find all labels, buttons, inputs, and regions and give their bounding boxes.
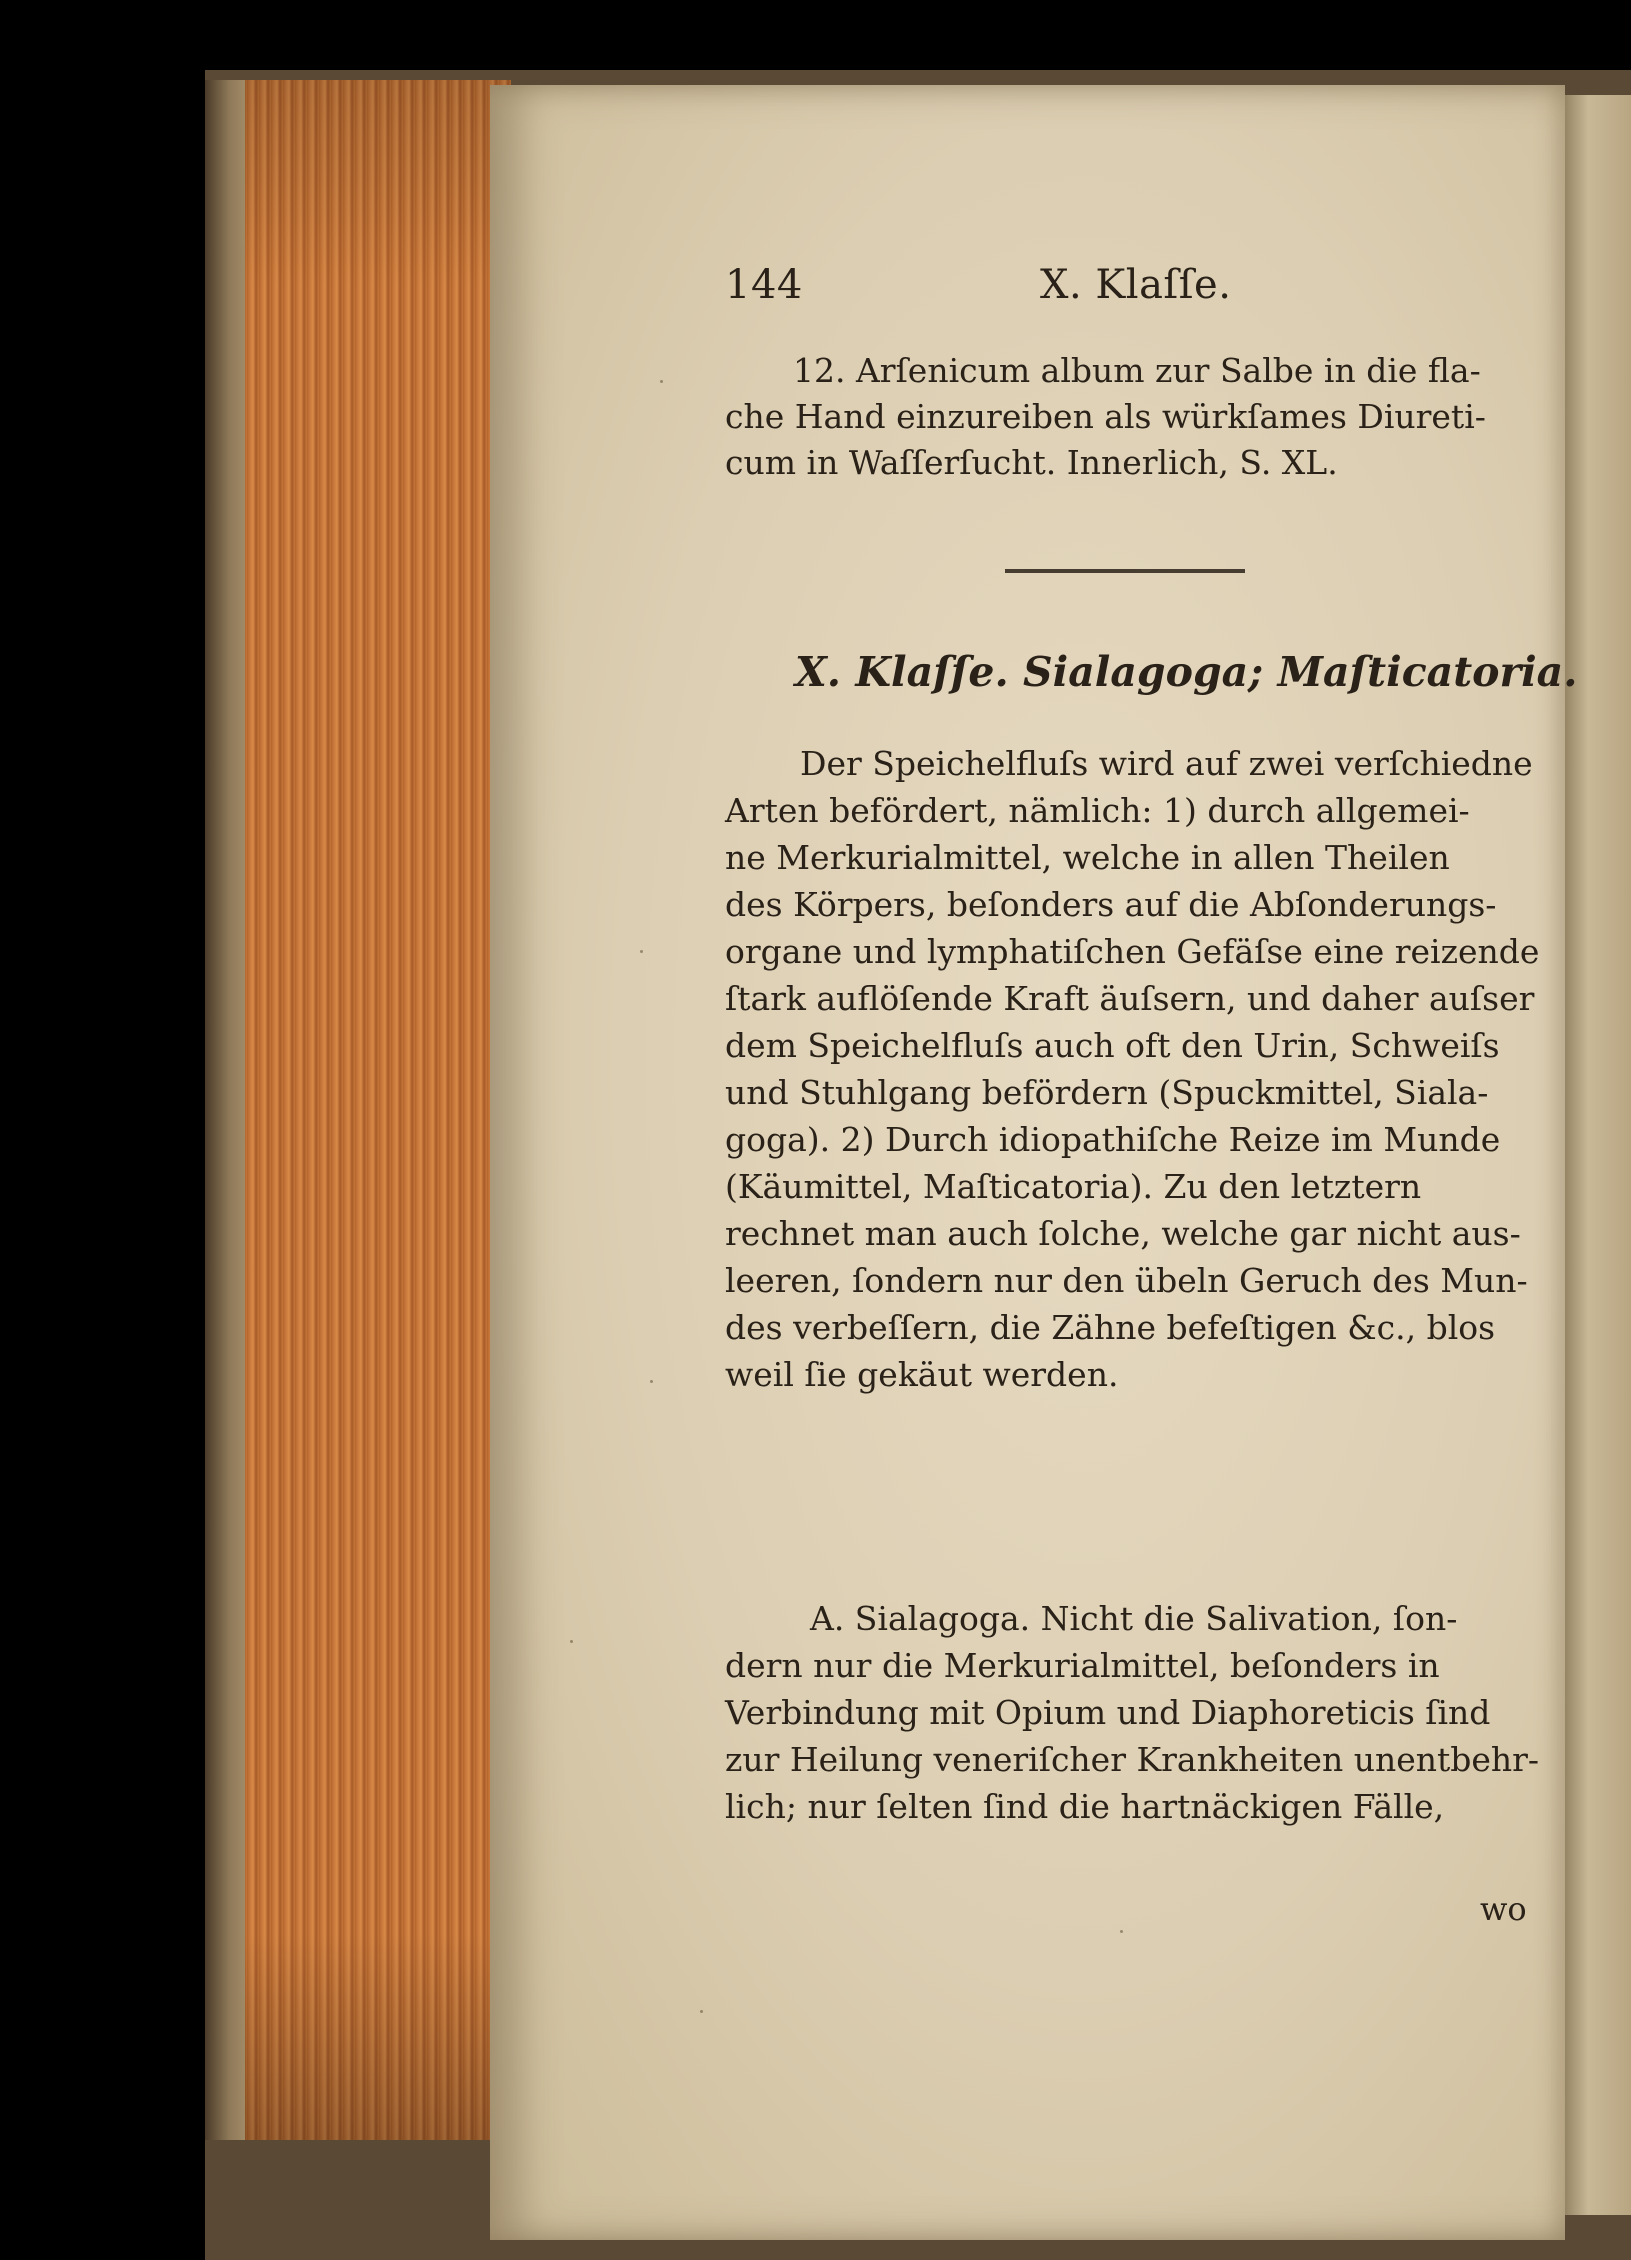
text-line: 12. Arſenicum album zur Salbe in die fla- (793, 351, 1481, 390)
paper-speck (700, 2010, 703, 2013)
catchword: wo (1480, 1890, 1527, 1928)
text-line: ne Merkurialmittel, welche in allen Theilen (725, 838, 1450, 877)
text-line: cum in Waſſerſucht. Innerlich, S. XL. (725, 443, 1338, 482)
cover-board (205, 80, 245, 2140)
paper-speck (1120, 1930, 1123, 1933)
paper-speck (650, 1380, 653, 1383)
text-line: che Hand einzureiben als würkſames Diureti- (725, 397, 1486, 436)
text-line: goga). 2) Durch idiopathiſche Reize im Munde (725, 1120, 1501, 1159)
text-line: organe und lymphatiſchen Gefäſse eine reizende (725, 932, 1540, 971)
paper-speck (570, 1640, 573, 1643)
section-a-paragraph (725, 1595, 1539, 1830)
facing-page-edge (1560, 95, 1631, 2215)
text-line: rechnet man auch ſolche, welche gar nicht aus- (725, 1214, 1521, 1253)
text-line: A. Sialagoga. Nicht die Salivation, ſon- (810, 1599, 1458, 1638)
text-line: des verbeſſern, die Zähne befeſtigen &c., blos (725, 1308, 1496, 1347)
item-12-paragraph (725, 348, 1486, 486)
text-line: weil ſie gekäut werden. (725, 1355, 1119, 1394)
text-line: Verbindung mit Opium und Diaphoreticis ſind (725, 1693, 1491, 1732)
paper-speck (640, 950, 643, 953)
text-line: zur Heilung veneriſcher Krankheiten unentbehr- (725, 1740, 1540, 1779)
text-line: dern nur die Merkurialmittel, beſonders in (725, 1646, 1440, 1685)
intro-paragraph (725, 740, 1539, 1398)
text-line: ſtark auflöſende Kraft äuſsern, und daher auſser (725, 979, 1535, 1018)
text-line: und Stuhlgang befördern (Spuckmittel, Siala- (725, 1073, 1489, 1112)
text-line: Der Speichelfluſs wird auf zwei verſchiedne (800, 744, 1533, 783)
text-line: Arten befördert, nämlich: 1) durch allgemei- (725, 791, 1470, 830)
text-line: leeren, ſondern nur den übeln Geruch des Mun- (725, 1261, 1528, 1300)
section-divider (1005, 569, 1245, 573)
text-line: lich; nur ſelten ſind die hartnäckigen Fälle, (725, 1787, 1445, 1826)
paper-speck (660, 380, 663, 383)
running-head: X. Klaſſe. (1040, 262, 1232, 308)
page-edges (205, 80, 511, 2140)
text-line: dem Speichelfluſs auch oft den Urin, Schweiſs (725, 1026, 1500, 1065)
page-number: 144 (725, 262, 803, 308)
text-line: (Käumittel, Maſticatoria). Zu den letztern (725, 1167, 1422, 1206)
text-line: des Körpers, beſonders auf die Abſonderungs- (725, 885, 1497, 924)
section-title: X. Klaſſe. Sialagoga; Maſticatoria. (795, 648, 1578, 696)
